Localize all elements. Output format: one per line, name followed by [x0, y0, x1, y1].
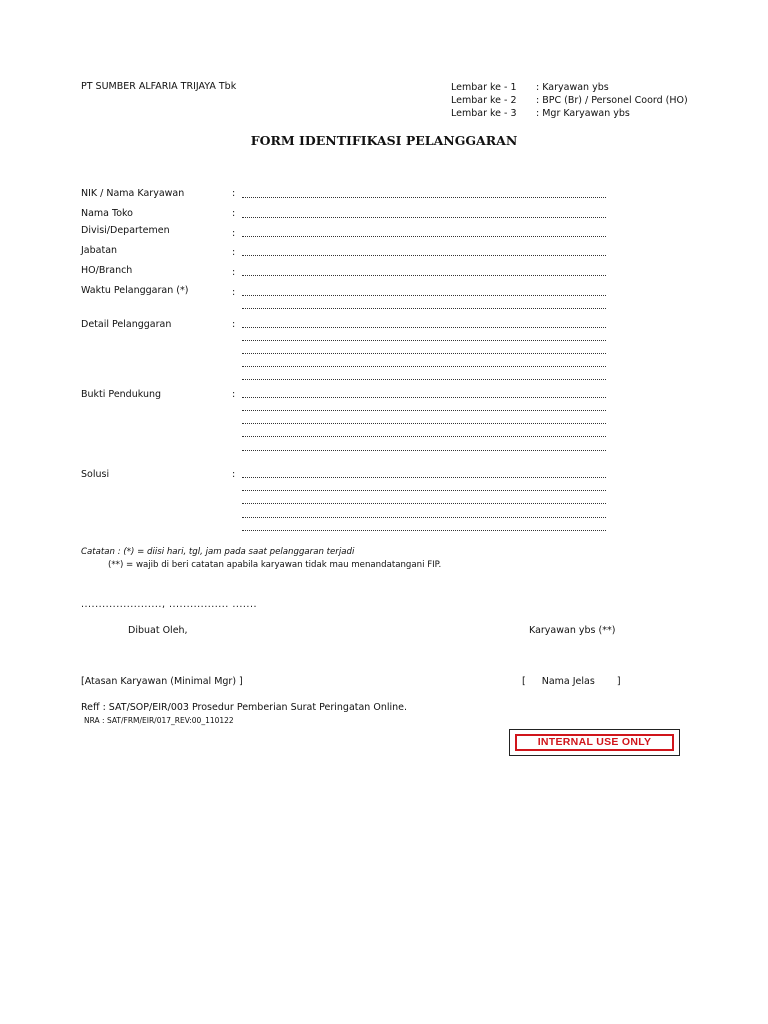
- fill-line[interactable]: [242, 410, 606, 411]
- field-colon: :: [232, 188, 236, 199]
- field-label-evidence: Bukti Pendukung: [81, 389, 162, 400]
- note-line-1: Catatan : (*) = diisi hari, tgl, jam pada saat pelanggaran terjadi: [81, 547, 355, 557]
- field-label-division: Divisi/Departemen: [81, 225, 170, 236]
- fill-line[interactable]: [242, 450, 606, 451]
- fill-line[interactable]: [242, 353, 606, 354]
- fill-line[interactable]: [242, 436, 606, 437]
- copy-label: Lembar ke - 1: [451, 82, 517, 93]
- fill-line[interactable]: [242, 295, 606, 296]
- field-colon: :: [232, 247, 236, 258]
- field-colon: :: [232, 287, 236, 298]
- copy-recipient: : BPC (Br) / Personel Coord (HO): [536, 95, 688, 106]
- field-label-nik: NIK / Nama Karyawan: [81, 188, 185, 199]
- reference-text: Reff : SAT/SOP/EIR/003 Prosedur Pemberian Surat Peringatan Online.: [81, 702, 408, 713]
- fill-line[interactable]: [242, 275, 606, 276]
- copy-recipient: : Karyawan ybs: [536, 82, 609, 93]
- field-label-store: Nama Toko: [81, 208, 133, 219]
- made-by-label: Dibuat Oleh,: [128, 625, 188, 636]
- document-code: NRA : SAT/FRM/EIR/017_REV:00_110122: [84, 716, 234, 725]
- fill-line[interactable]: [242, 197, 606, 198]
- field-label-violation-time: Waktu Pelanggaran (*): [81, 285, 189, 296]
- fill-line[interactable]: [242, 236, 606, 237]
- copy-distribution: [451, 81, 688, 120]
- copy-label: Lembar ke - 2: [451, 95, 517, 106]
- company-name: PT SUMBER ALFARIA TRIJAYA Tbk: [81, 81, 237, 92]
- field-colon: :: [232, 228, 236, 239]
- field-label-branch: HO/Branch: [81, 265, 133, 276]
- fill-line[interactable]: [242, 397, 606, 398]
- place-date-blank[interactable]: ......................., ................. .......: [81, 599, 257, 610]
- fill-line[interactable]: [242, 530, 606, 531]
- field-colon: :: [232, 208, 236, 219]
- fill-line[interactable]: [242, 327, 606, 328]
- fill-line[interactable]: [242, 255, 606, 256]
- superior-name-label: [Atasan Karyawan (Minimal Mgr) ]: [81, 676, 243, 687]
- fill-line[interactable]: [242, 217, 606, 218]
- stamp-label: INTERNAL USE ONLY: [515, 734, 674, 751]
- fill-line[interactable]: [242, 340, 606, 341]
- fill-line[interactable]: [242, 379, 606, 380]
- field-colon: :: [232, 389, 236, 400]
- internal-use-stamp: [509, 729, 680, 756]
- copy-row: [451, 94, 688, 107]
- fill-line[interactable]: [242, 490, 606, 491]
- note-line-2: (**) = wajib di beri catatan apabila karyawan tidak mau menandatangani FIP.: [108, 560, 442, 570]
- bracket-open: [: [522, 676, 526, 687]
- copy-recipient: : Mgr Karyawan ybs: [536, 108, 630, 119]
- form-title: FORM IDENTIFIKASI PELANGGARAN: [250, 133, 518, 148]
- field-colon: :: [232, 469, 236, 480]
- copy-label: Lembar ke - 3: [451, 108, 517, 119]
- field-colon: :: [232, 267, 236, 278]
- field-label-violation-detail: Detail Pelanggaran: [81, 319, 172, 330]
- field-label-position: Jabatan: [81, 245, 118, 256]
- field-colon: :: [232, 319, 236, 330]
- fill-line[interactable]: [242, 477, 606, 478]
- fill-line[interactable]: [242, 308, 606, 309]
- employee-name-label: [522, 676, 621, 687]
- name-label: Nama Jelas: [541, 676, 595, 687]
- fill-line[interactable]: [242, 503, 606, 504]
- employee-signature-label: Karyawan ybs (**): [529, 625, 616, 636]
- fill-line[interactable]: [242, 423, 606, 424]
- field-label-solution: Solusi: [81, 469, 110, 480]
- fill-line[interactable]: [242, 517, 606, 518]
- copy-row: [451, 81, 688, 94]
- bracket-close: ]: [616, 676, 621, 687]
- copy-row: [451, 107, 688, 120]
- fill-line[interactable]: [242, 366, 606, 367]
